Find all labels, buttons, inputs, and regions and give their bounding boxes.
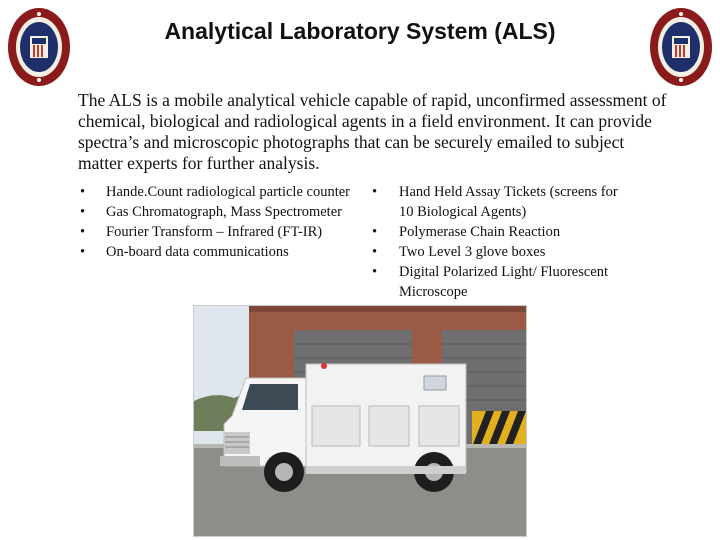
list-item-text: Digital Polarized Light/ Fluorescent Microscope	[399, 264, 608, 300]
page-title: Analytical Laboratory System (ALS)	[164, 18, 556, 44]
capability-list-right	[372, 182, 632, 302]
bullet-icon: •	[372, 224, 378, 240]
list-item-text: Hand Held Assay Tickets (screens for 10 Biological Agents)	[399, 184, 618, 220]
bullet-icon: •	[372, 264, 378, 280]
als-vehicle-photo	[193, 305, 527, 537]
bullet-icon: •	[80, 184, 86, 200]
list-item-text: Polymerase Chain Reaction	[399, 224, 561, 240]
intro-paragraph: The ALS is a mobile analytical vehicle capable of rapid, unconfirmed assessment of chemical, biological and radiological agents in a field environment. It can provide spectra’s and microscopic photographs that can be securely emailed to subject matter experts for further analysis.	[78, 90, 667, 173]
capability-list-left	[80, 182, 380, 262]
bullet-icon: •	[80, 204, 86, 220]
list-item-text: Gas Chromatograph, Mass Spectrometer	[106, 204, 342, 220]
bullet-icon: •	[80, 224, 86, 240]
list-item	[372, 222, 632, 242]
bullet-icon: •	[372, 184, 378, 200]
bullet-icon: •	[80, 244, 86, 260]
list-item-text: Hande.Count radiological particle counter	[106, 184, 350, 200]
bullet-icon: •	[372, 244, 378, 260]
list-item-text: Two Level 3 glove boxes	[399, 244, 546, 260]
list-item	[80, 222, 380, 242]
list-item	[80, 182, 380, 202]
list-item	[372, 182, 632, 222]
list-item	[80, 202, 380, 222]
list-item	[80, 242, 380, 262]
list-item-text: Fourier Transform – Infrared (FT-IR)	[106, 224, 323, 240]
list-item	[372, 242, 632, 262]
list-item	[372, 262, 632, 302]
list-item-text: On-board data communications	[106, 244, 289, 260]
